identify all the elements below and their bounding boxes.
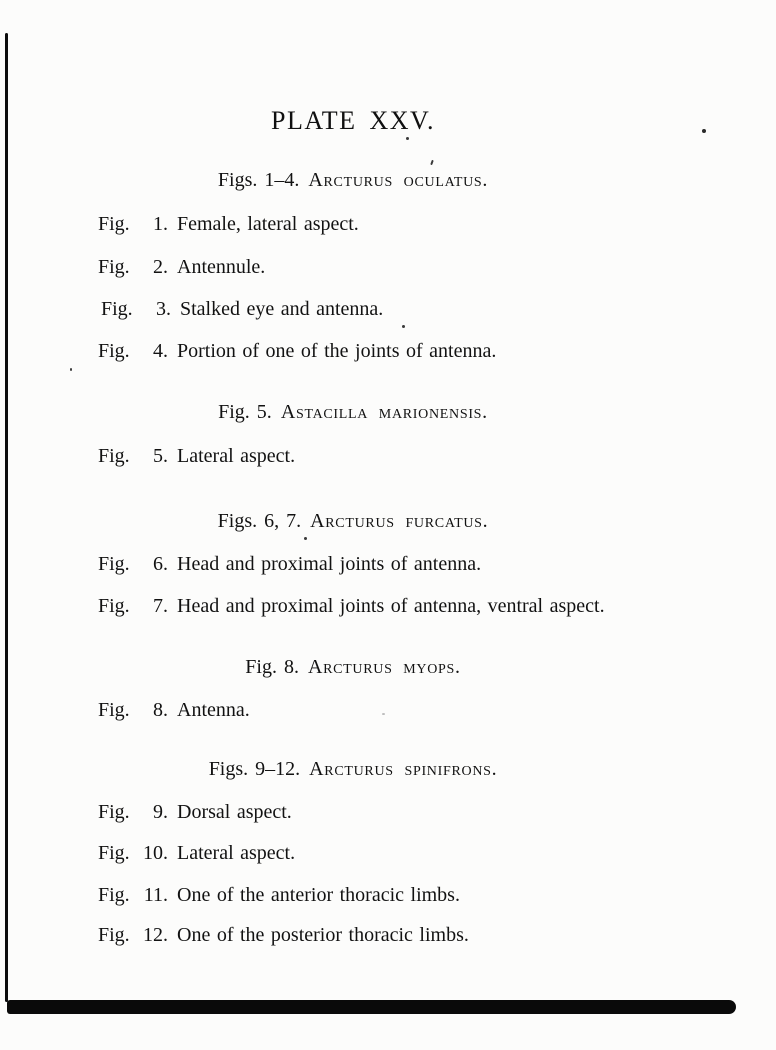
fig-label: Fig. [98,699,130,721]
species-name: Astacilla marionensis. [280,401,488,423]
heading-figs-range: Figs. 6, 7. [217,510,302,532]
figure-entry-10 [98,842,295,865]
fig-desc: Antenna. [177,699,250,721]
fig-label: Fig. [98,801,130,823]
figure-entry-3 [101,298,383,321]
figure-entry-7 [98,595,605,618]
scan-gutter-bottom-edge [7,1000,736,1014]
fig-desc: One of the anterior thoracic limbs. [177,884,460,906]
species-name: Arcturus spinifrons. [309,758,498,780]
fig-number: 7. [153,595,168,617]
fig-number: 4. [153,340,168,362]
fig-desc: Lateral aspect. [177,842,296,864]
fig-desc: Head and proximal joints of antenna. [177,553,482,575]
ink-speck [70,368,72,371]
fig-number: 5. [153,445,168,467]
section-heading-myops [98,656,608,679]
figure-entry-9 [98,801,292,824]
fig-desc: Antennule. [177,256,266,278]
fig-label: Fig. [98,842,130,864]
heading-figs-range: Figs. 9–12. [208,758,301,780]
fig-number: 3. [156,298,171,320]
figure-entry-12 [98,924,469,947]
fig-number: 8. [153,699,168,721]
fig-number: 12. [143,924,168,946]
figure-entry-8 [98,699,250,722]
fig-desc: Stalked eye and antenna. [180,298,384,320]
fig-desc: Portion of one of the joints of antenna. [177,340,497,362]
fig-number: 6. [153,553,168,575]
species-name: Arcturus oculatus. [308,169,489,191]
fig-label: Fig. [98,553,130,575]
plate-title: PLATE XXV. [271,106,435,135]
figure-entry-2 [98,256,265,279]
heading-figs-range: Figs. 1–4. [217,169,300,191]
fig-desc: Dorsal aspect. [177,801,292,823]
section-heading-marionensis [98,401,608,424]
figure-entry-4 [98,340,496,363]
heading-figs-range: Fig. 5. [218,401,272,423]
fig-label: Fig. [98,595,130,617]
section-heading-spinifrons [98,758,608,781]
fig-number: 11. [143,884,168,906]
section-heading-oculatus [98,169,608,192]
heading-figs-range: Fig. 8. [245,656,299,678]
figure-entry-11 [98,884,460,907]
fig-label: Fig. [98,445,130,467]
ink-speck [702,129,706,133]
fig-label: Fig. [98,256,130,278]
fig-label: Fig. [98,213,130,235]
figure-entry-6 [98,553,481,576]
species-name: Arcturus furcatus. [310,510,489,532]
fig-label: Fig. [98,884,130,906]
fig-label: Fig. [98,340,130,362]
fig-number: 10. [143,842,168,864]
fig-label: Fig. [98,924,130,946]
fig-desc: Lateral aspect. [177,445,296,467]
section-heading-furcatus [98,510,608,533]
ink-speck [430,160,434,165]
fig-number: 9. [153,801,168,823]
figure-entry-5 [98,445,295,468]
ink-speck [382,713,385,715]
ink-speck [406,137,409,140]
fig-label: Fig. [101,298,133,320]
fig-desc: One of the posterior thoracic limbs. [177,924,469,946]
fig-desc: Head and proximal joints of antenna, ventral aspect. [177,595,605,617]
fig-number: 1. [153,213,168,235]
ink-speck [402,325,405,328]
fig-number: 2. [153,256,168,278]
figure-entry-1 [98,213,359,236]
ink-speck [304,537,307,540]
fig-desc: Female, lateral aspect. [177,213,359,235]
scan-gutter-left-edge [5,33,8,1002]
species-name: Arcturus myops. [307,656,461,678]
